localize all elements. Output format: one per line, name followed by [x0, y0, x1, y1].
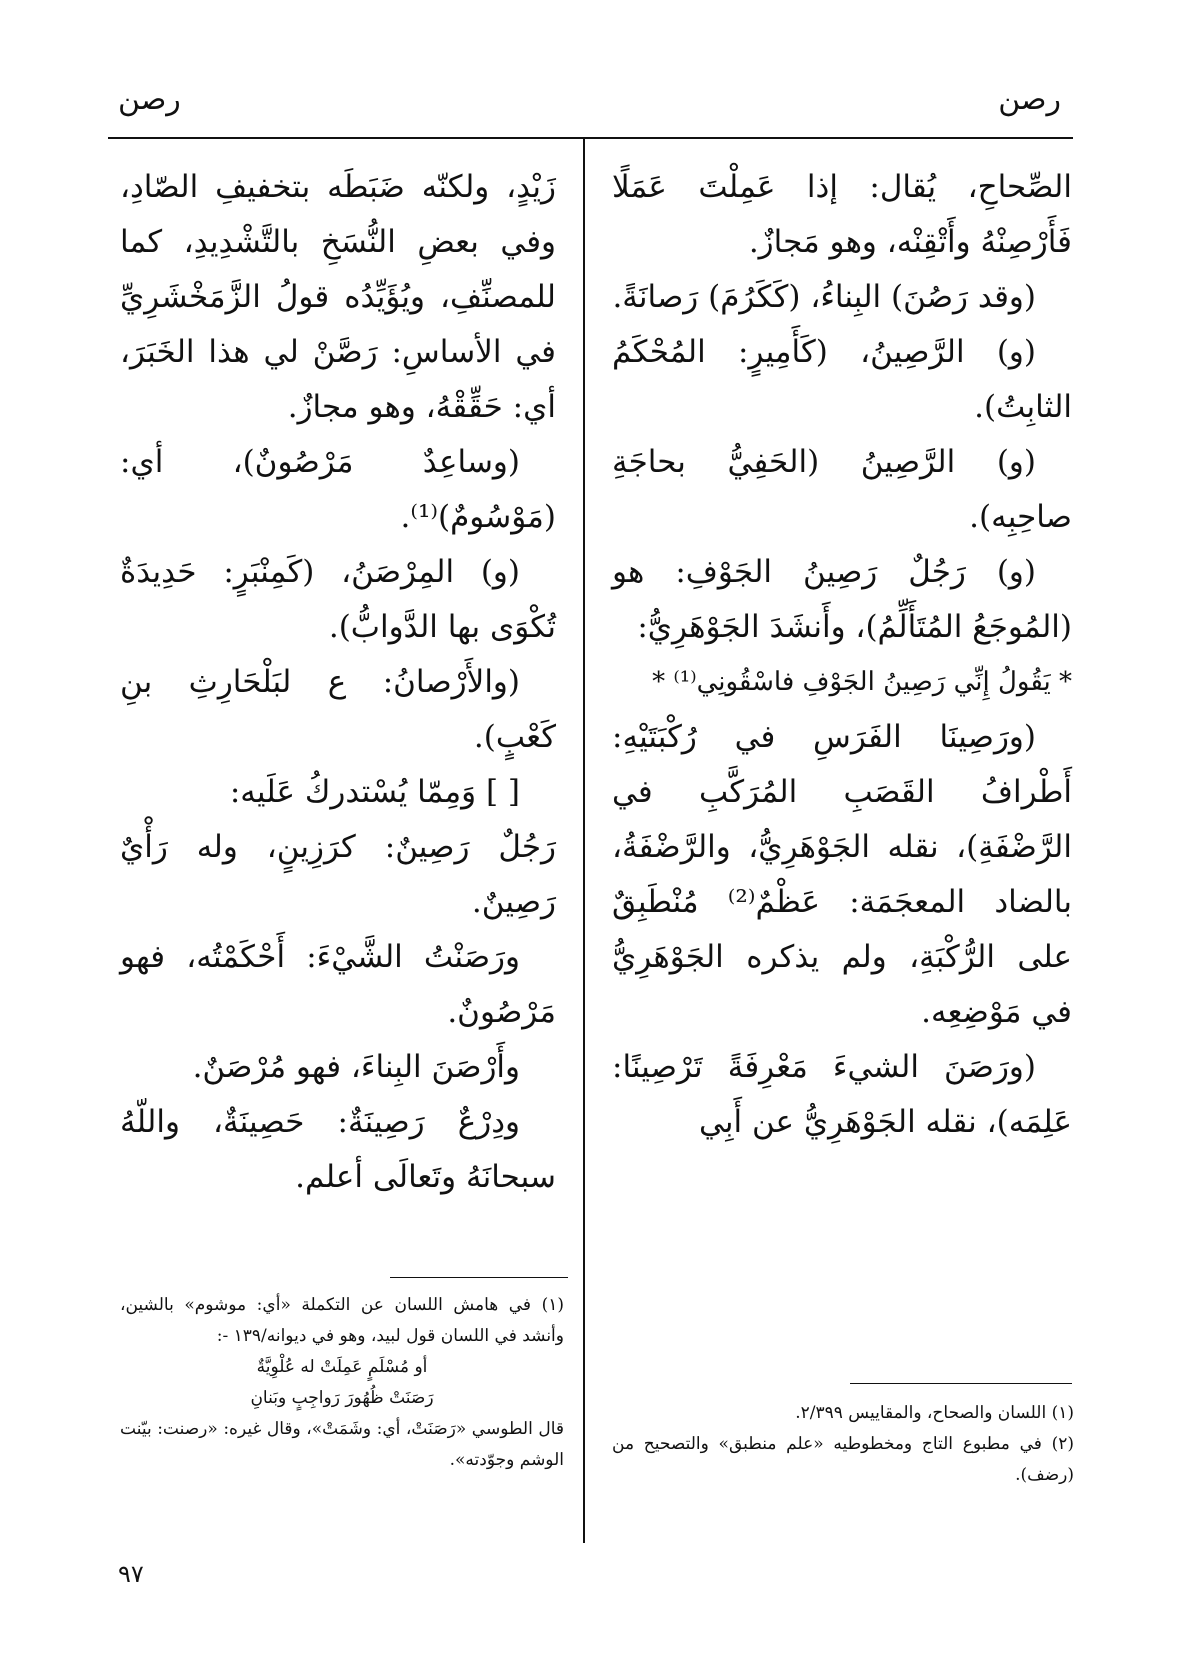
paragraph: زَيْدٍ، ولكنّه ضَبَطَه بتخفيفِ الصّادِ، وفي بعضِ النُّسَخِ بالتَّشْدِيدِ، كما للمصنِّفِ، ويُؤَيِّدُه قولُ الزَّمَخْشَرِيِّ في الأساسِ: رَصَّنْ لي هذا الخَبَرَ، أي: حَقِّقْهُ، وهو مجازٌ. [120, 169, 556, 425]
paragraph: وأَرْصَنَ البِناءَ، فهو مُرْصَنٌ. [192, 1049, 520, 1085]
left-column [120, 160, 556, 1205]
paragraph: (ورَصِينَا الفَرَسِ في رُكْبَتَيْهِ: أَطْرافُ القَصَبِ المُرَكَّبِ في الرَّضْفَةِ)، نقله الجَوْهَرِيُّ، والرَّضْفَةُ، بالضاد المعجَمَة: عَظْمٌ⁽²⁾ مُنْطَبِقٌ على الرُّكْبَةِ، ولم يذكره الجَوْهَرِيُّ في مَوْضِعِه. [612, 719, 1072, 1030]
paragraph: ورَصَنْتُ الشَّيْءَ: أَحْكَمْتُه، فهو مَرْصُونٌ. [120, 939, 556, 1030]
footnote: (٢) في مطبوع التاج ومخطوطيه «علم منطبق» والتصحيح من (رضف). [612, 1434, 1074, 1485]
paragraph: (و) الرَّصِينُ (الحَفِيُّ بحاجَةِ صاحِبِه). [612, 444, 1072, 535]
running-header-left: رصن [118, 82, 181, 117]
paragraph: (وساعِدٌ مَرْصُونٌ)، أي: (مَوْسُومٌ)⁽¹⁾. [120, 444, 556, 535]
right-column [612, 160, 1072, 1150]
footnotes-left [120, 1290, 564, 1476]
page-number: ٩٧ [118, 1560, 144, 1588]
paragraph: (و) المِرْصَنُ، (كَمِنْبَرٍ: حَدِيدَةٌ تُكْوَى بها الدَّوابُّ). [120, 554, 556, 645]
paragraph: [ ] وَمِمّا يُسْتدركُ عَلَيه: [229, 774, 520, 810]
paragraph: رَجُلٌ رَصِينٌ: كرَزِينٍ، وله رَأْيٌ رَصِينٌ. [120, 829, 556, 920]
footnotes-right [612, 1398, 1074, 1491]
verse-line: * يَقُولُ إِنِّي رَصِينُ الجَوْفِ فاسْقُونِي⁽¹⁾ * [652, 667, 1072, 697]
paragraph: ودِرْعٌ رَصِينَةٌ: حَصِينَةٌ، واللّهُ سبحانَهُ وتَعالَى أعلم. [120, 1104, 556, 1195]
footnote-rule-left [390, 1277, 568, 1278]
footnote: قال الطوسي «رَصَنَتْ، أي: وشَمَتْ»، وقال غيره: «رصنت: بيّنت الوشم وجوّدته». [120, 1419, 564, 1470]
header-rule [108, 137, 1073, 139]
running-header-right: رصن [998, 82, 1061, 117]
footnote-rule-right [850, 1383, 1072, 1384]
paragraph: (والأَرْصانُ: ع لبَلْحَارِثِ بنِ كَعْبٍ). [120, 664, 556, 755]
footnote-verse: أو مُسْلَمٍ عَمِلَتْ له عُلْوِيَّةٌ [256, 1357, 428, 1377]
footnote: (١) في هامش اللسان عن التكملة «أي: موشوم» بالشين، وأنشد في اللسان قول لبيد، وهو في ديوانه/١٣٩ -: [120, 1295, 564, 1346]
footnote-verse: رَصَنَتْ ظُهُورَ رَواجِبٍ وبَنانِ [250, 1388, 434, 1408]
paragraph: (و) الرَّصِينُ، (كَأَمِيرٍ: المُحْكَمُ الثابِتُ). [612, 334, 1072, 425]
footnote: (١) اللسان والصحاح، والمقاييس ٢/٣٩٩. [795, 1403, 1074, 1423]
column-divider [583, 138, 585, 1543]
paragraph: (ورَصَنَ الشيءَ مَعْرِفَةً تَرْصِينًا: عَلِمَه)، نقله الجَوْهَرِيُّ عن أَبِي [612, 1049, 1072, 1140]
paragraph: (و) رَجُلٌ رَصِينُ الجَوْفِ: هو (المُوجَعُ المُتَأَلِّمُ)، وأَنشَدَ الجَوْهَرِيُّ: [612, 554, 1072, 645]
paragraph: (وقد رَصُنَ) البِناءُ، (كَكَرُمَ) رَصانَةً. [612, 279, 1036, 315]
paragraph: الصِّحاحِ، يُقال: إذا عَمِلْتَ عَمَلًا فَأَرْصِنْهُ وأَتْقِنْه، وهو مَجازٌ. [612, 169, 1072, 260]
